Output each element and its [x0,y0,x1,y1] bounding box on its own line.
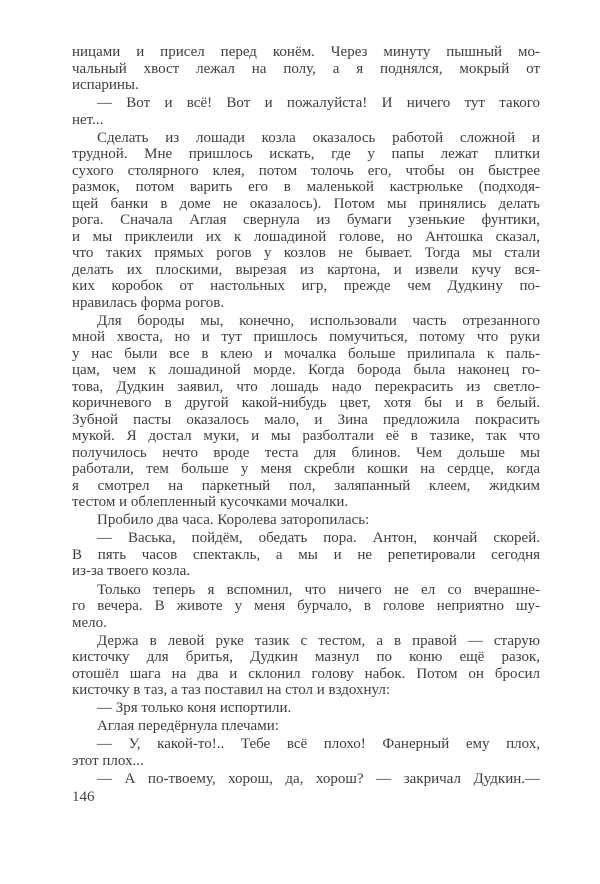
text-line: я смотрел на паркетный пол, заляпанный клеем, жидким [72,477,540,494]
text-line: Сделать из лошади козла оказалось работой сложной и [97,129,540,146]
text-line: цам, чем к лошадиной морде. Когда борода была наконец го- [72,362,540,379]
text-line: — Зря только коня испортили. [97,700,292,717]
paragraph [72,130,540,312]
text-line: мукой. Я достал муки, и мы разболтали её в тазике, так что [72,428,540,445]
text-line: това, Дудкин заявил, что лошадь надо перекрасить из светло- [72,378,540,395]
text-line: трудной. Мне пришлось искать, где у папы лежат плитки [72,146,540,163]
paragraph [72,530,540,580]
text-line: — У, какой-то!.. Тебе всё плохо! Фанерный ему плох, [97,736,540,753]
text-line: рога. Сначала Аглая свернула из бумаги узенькие фунтики, [72,212,540,229]
text-line: кисточку для бритья, Дудкин мазнул по коню ещё разок, [72,649,540,666]
text-line: нравилась форма рогов. [72,294,225,311]
text-line: этот плох... [72,752,144,769]
text-line: испарины. [72,77,139,93]
text-line: сухого столярного клея, потом толочь его, чтобы он быстрее [72,162,540,179]
text-line: ких коробок от настольных игр, прежде чем Дудкину по- [72,278,540,295]
text-line: делать их плоскими, вырезая из картона, и извели кучу вся- [72,261,540,278]
paragraph [72,44,540,94]
paragraph [72,736,540,769]
text-line: из-за твоего козла. [72,563,191,580]
text-line: — А по-твоему, хорош, да, хорош? — закричал Дудкин.— [97,771,540,788]
text-line: у нас были все в клею и мочалка больше прилипала к паль- [72,345,540,362]
text-line: го вечера. В животе у меня бурчало, в голове неприятно шу- [72,598,540,615]
text-line: щей банки в доме не оказалось). Потом мы принялись делать [72,195,540,212]
text-line: Держа в левой руке тазик с тестом, а в правой — старую [97,632,540,649]
text-line: Зубной пасты оказалось мало, и Зина предложила покрасить [72,411,540,428]
paragraph [72,718,540,735]
paragraph [72,95,540,128]
paragraph [72,512,540,529]
text-line: — Вот и всё! Вот и пожалуйста! И ничего тут такого [97,95,540,112]
text-line: работали, тем больше у меня скребли кошки на сердце, когда [72,461,540,478]
text-line: и мы приклеили их к лошадиной голове, но Антошка сказал, [72,228,540,245]
paragraph [72,700,540,717]
text-line: мной хвоста, но и тут пришлось помучиться, потому что руки [72,329,540,346]
paragraph [72,313,540,511]
text-line: тестом и облепленный кусочками мочалки. [72,494,349,511]
text-line: кисточку в таз, а таз поставил на стол и вздохнул: [72,682,391,699]
text-line: Только теперь я вспомнил, что ничего не ел со вчерашне- [97,581,540,598]
text-line: коричневого в другой какой-нибудь цвет, хотя бы и в белый. [72,395,540,412]
text-line: ницами и присел перед конём. Через минуту пышный мо- [72,44,540,60]
paragraph [72,633,540,699]
text-line: отошёл шага на два и склонил голову набок. Потом он бросил [72,665,540,682]
page-number: 146 [72,789,95,805]
text-line: чальный хвост лежал на полу, а я поднялся, мокрый от [72,60,540,77]
text-line: получилось нечто вроде теста для блинов. Чем дольше мы [72,444,540,461]
text-line: что таких прямых рогов у козлов не бывает. Тогда мы стали [72,245,540,262]
paragraph [72,582,540,632]
text-line: Для бороды мы, конечно, использовали часть отрезанного [97,312,540,329]
text-line: Аглая передёрнула плечами: [97,718,279,735]
text-line: размок, потом варить его в маленькой кастрюльке (подходя- [72,179,540,196]
paragraph [72,771,540,788]
text-line: нет... [72,111,104,128]
book-page-text [72,44,540,788]
text-line: мело. [72,614,107,631]
text-line: — Васька, пойдём, обедать пора. Антон, кончай скорей. [97,530,540,547]
text-line: Пробило два часа. Королева заторопилась: [97,512,370,529]
text-line: В пять часов спектакль, а мы и не репетировали сегодня [72,546,540,563]
